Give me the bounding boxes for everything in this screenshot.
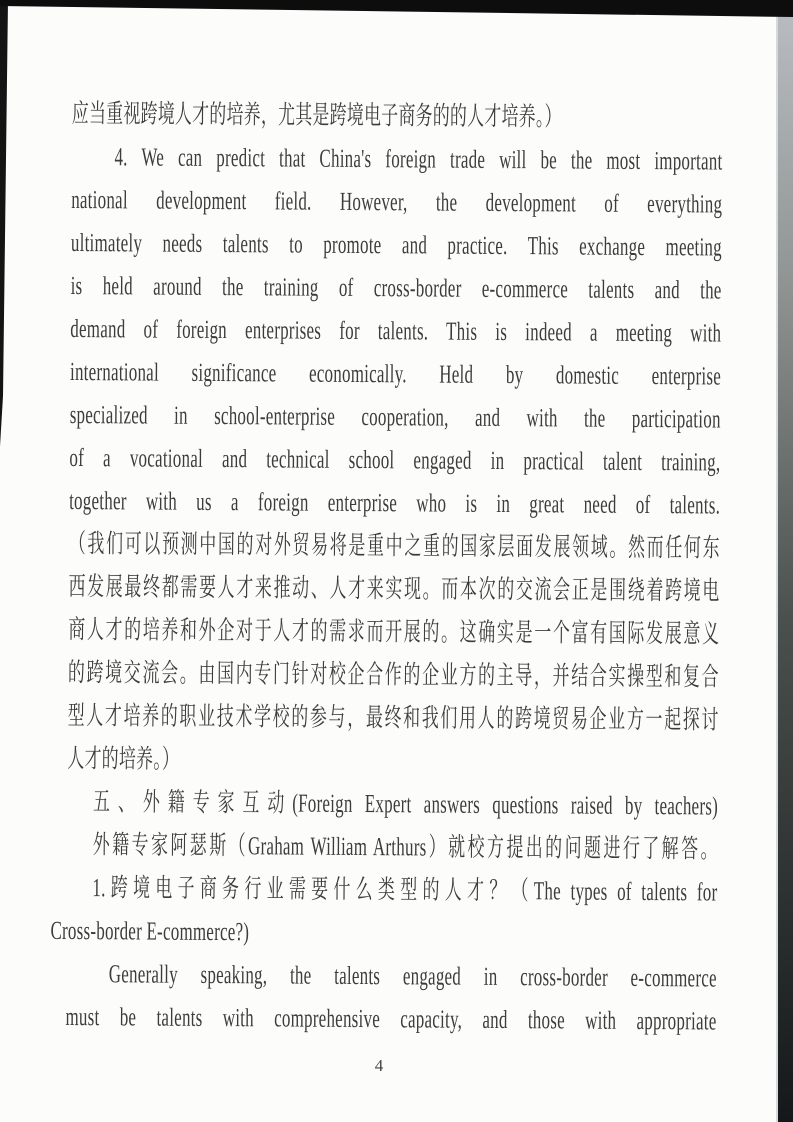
text-line: 的跨境交流会。由国内专门针对校企合作的企业方的主导，并结合实操型和复合 xyxy=(67,657,720,692)
text-block xyxy=(50,92,723,1043)
text-line: international significance economically. Held by domestic enterprise xyxy=(69,356,722,391)
text-line: national development field. However, the development of everything xyxy=(71,184,723,219)
text-line: specialized in school-enterprise cooperation, and with the participation xyxy=(69,399,721,434)
text-line: 西发展最终都需要人才来推动、人才来实现。而本次的交流会正是围绕着跨境电 xyxy=(68,571,720,606)
text-line: 4. We can predict that China's foreign trade will be the most important xyxy=(114,142,723,176)
text-line: 人才的培养。） xyxy=(67,743,180,774)
text-line: is held around the training of cross-border e-commerce talents and the xyxy=(70,270,722,305)
text-line: 应当重视跨境人才的培养，尤其是跨境电子商务的的人才培养。） xyxy=(71,98,562,132)
text-line: （我们可以预测中国的对外贸易将是重中之重的国家层面发展领域。然而任何东 xyxy=(68,528,720,563)
text-line: demand of foreign enterprises for talents. This is indeed a meeting with xyxy=(70,313,722,348)
text-line: 商人才的培养和外企对于人才的需求而开展的。这确实是一个富有国际发展意义 xyxy=(68,614,720,649)
scan-right-edge xyxy=(776,6,793,1122)
text-line: 1.跨境电子商务行业需要什么类型的人才？（The types of talents for xyxy=(92,873,718,907)
text-line: of a vocational and technical school engaged in practical talent training, xyxy=(69,442,721,477)
text-line: Generally speaking, the talents engaged in cross-border e-commerce xyxy=(108,959,717,993)
page-number: 4 xyxy=(374,1056,384,1075)
text-line: 五、外籍专家互动(Foreign Expert answers questions raised by teachers) xyxy=(92,787,719,821)
text-line: together with us a foreign enterprise who is in great need of talents. xyxy=(69,485,721,520)
page-body xyxy=(50,92,732,1043)
text-line: must be talents with comprehensive capacity, and those with appropriate xyxy=(65,1001,717,1036)
scan-top-edge xyxy=(0,0,793,20)
text-line: 外籍专家阿瑟斯（Graham William Arthurs）就校方提出的问题进行了解答。 xyxy=(92,830,718,864)
text-line: Cross-border E-commerce?) xyxy=(50,915,250,947)
text-line: ultimately needs talents to promote and practice. This exchange meeting xyxy=(70,227,723,262)
text-line: 型人才培养的职业技术学校的参与，最终和我们用人的跨境贸易企业方一起探讨 xyxy=(67,700,719,735)
scan-left-edge xyxy=(0,0,9,720)
